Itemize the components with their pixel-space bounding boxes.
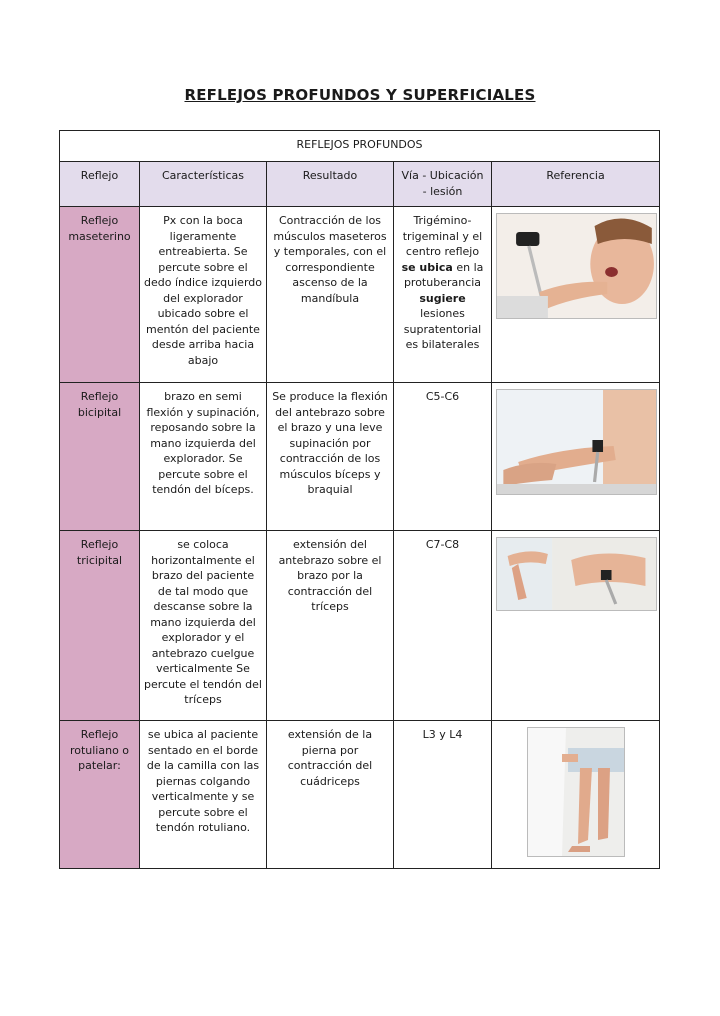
- reference-cell: [492, 721, 660, 869]
- reflex-result: Contracción de los músculos maseteros y temporales, con el correspondiente ascenso de la mandíbula: [267, 207, 394, 383]
- reflex-result: Se produce la flexión del antebrazo sobre el brazo y una leve supinación por contracción de los músculos bíceps y braquial: [267, 383, 394, 531]
- reference-cell: [492, 207, 660, 383]
- biceps-reflex-photo-icon: [496, 389, 657, 495]
- triceps-reflex-photo-icon: [496, 537, 657, 611]
- reflex-characteristics: se coloca horizontalmente el brazo del paciente de tal modo que descanse sobre la mano izquierda del explorador y el antebrazo cuelgue verticalmente Se percute el tendón del tríceps: [140, 531, 267, 721]
- reference-cell: [492, 383, 660, 531]
- pathway-text: lesiones supratentorial es bilaterales: [403, 307, 482, 351]
- header-referencia: Referencia: [492, 162, 660, 207]
- reflex-pathway: [394, 207, 492, 383]
- reference-cell: [492, 531, 660, 721]
- reflex-result: extensión de la pierna por contracción del cuádriceps: [267, 721, 394, 869]
- reflex-pathway: C5-C6: [394, 383, 492, 531]
- pathway-text: en la protuberancia: [403, 260, 484, 289]
- header-caracteristicas: Características: [140, 162, 267, 207]
- reflex-name: Reflejo rotuliano o patelar:: [60, 721, 140, 869]
- header-resultado: Resultado: [267, 162, 394, 207]
- document-title: REFLEJOS PROFUNDOS Y SUPERFICIALES: [184, 86, 536, 104]
- table-row: [60, 207, 660, 383]
- reflex-name: Reflejo bicipital: [60, 383, 140, 531]
- masseter-reflex-photo-icon: [496, 213, 657, 319]
- table-row: [60, 721, 660, 869]
- section-title: REFLEJOS PROFUNDOS: [60, 131, 660, 162]
- reflex-characteristics: se ubica al paciente sentado en el borde de la camilla con las piernas colgando verticalmente y se percute sobre el tendón rotuliano.: [140, 721, 267, 869]
- pathway-text: Trigémino-trigeminal y el centro reflejo: [402, 214, 483, 258]
- reflex-characteristics: Px con la boca ligeramente entreabierta. Se percute sobre el dedo índice izquierdo del explorador ubicado sobre el mentón del paciente desde arriba hacia abajo: [140, 207, 267, 383]
- pathway-bold: sugiere: [419, 291, 466, 305]
- pathway-bold: se ubica: [401, 260, 453, 274]
- reflex-name: Reflejo maseterino: [60, 207, 140, 383]
- reflexes-table: [59, 130, 660, 869]
- reflex-name: Reflejo tricipital: [60, 531, 140, 721]
- reflex-pathway: C7-C8: [394, 531, 492, 721]
- header-row: [60, 162, 660, 207]
- header-via: Vía - Ubicación - lesión: [394, 162, 492, 207]
- reflex-result: extensión del antebrazo sobre el brazo por la contracción del tríceps: [267, 531, 394, 721]
- patellar-reflex-photo-icon: [527, 727, 625, 857]
- reflex-pathway: L3 y L4: [394, 721, 492, 869]
- table-row: [60, 531, 660, 721]
- table-row: [60, 383, 660, 531]
- reflex-characteristics: brazo en semi flexión y supinación, reposando sobre la mano izquierda del explorador. Se percute sobre el tendón del bíceps.: [140, 383, 267, 531]
- header-reflejo: Reflejo: [60, 162, 140, 207]
- section-row: [60, 131, 660, 162]
